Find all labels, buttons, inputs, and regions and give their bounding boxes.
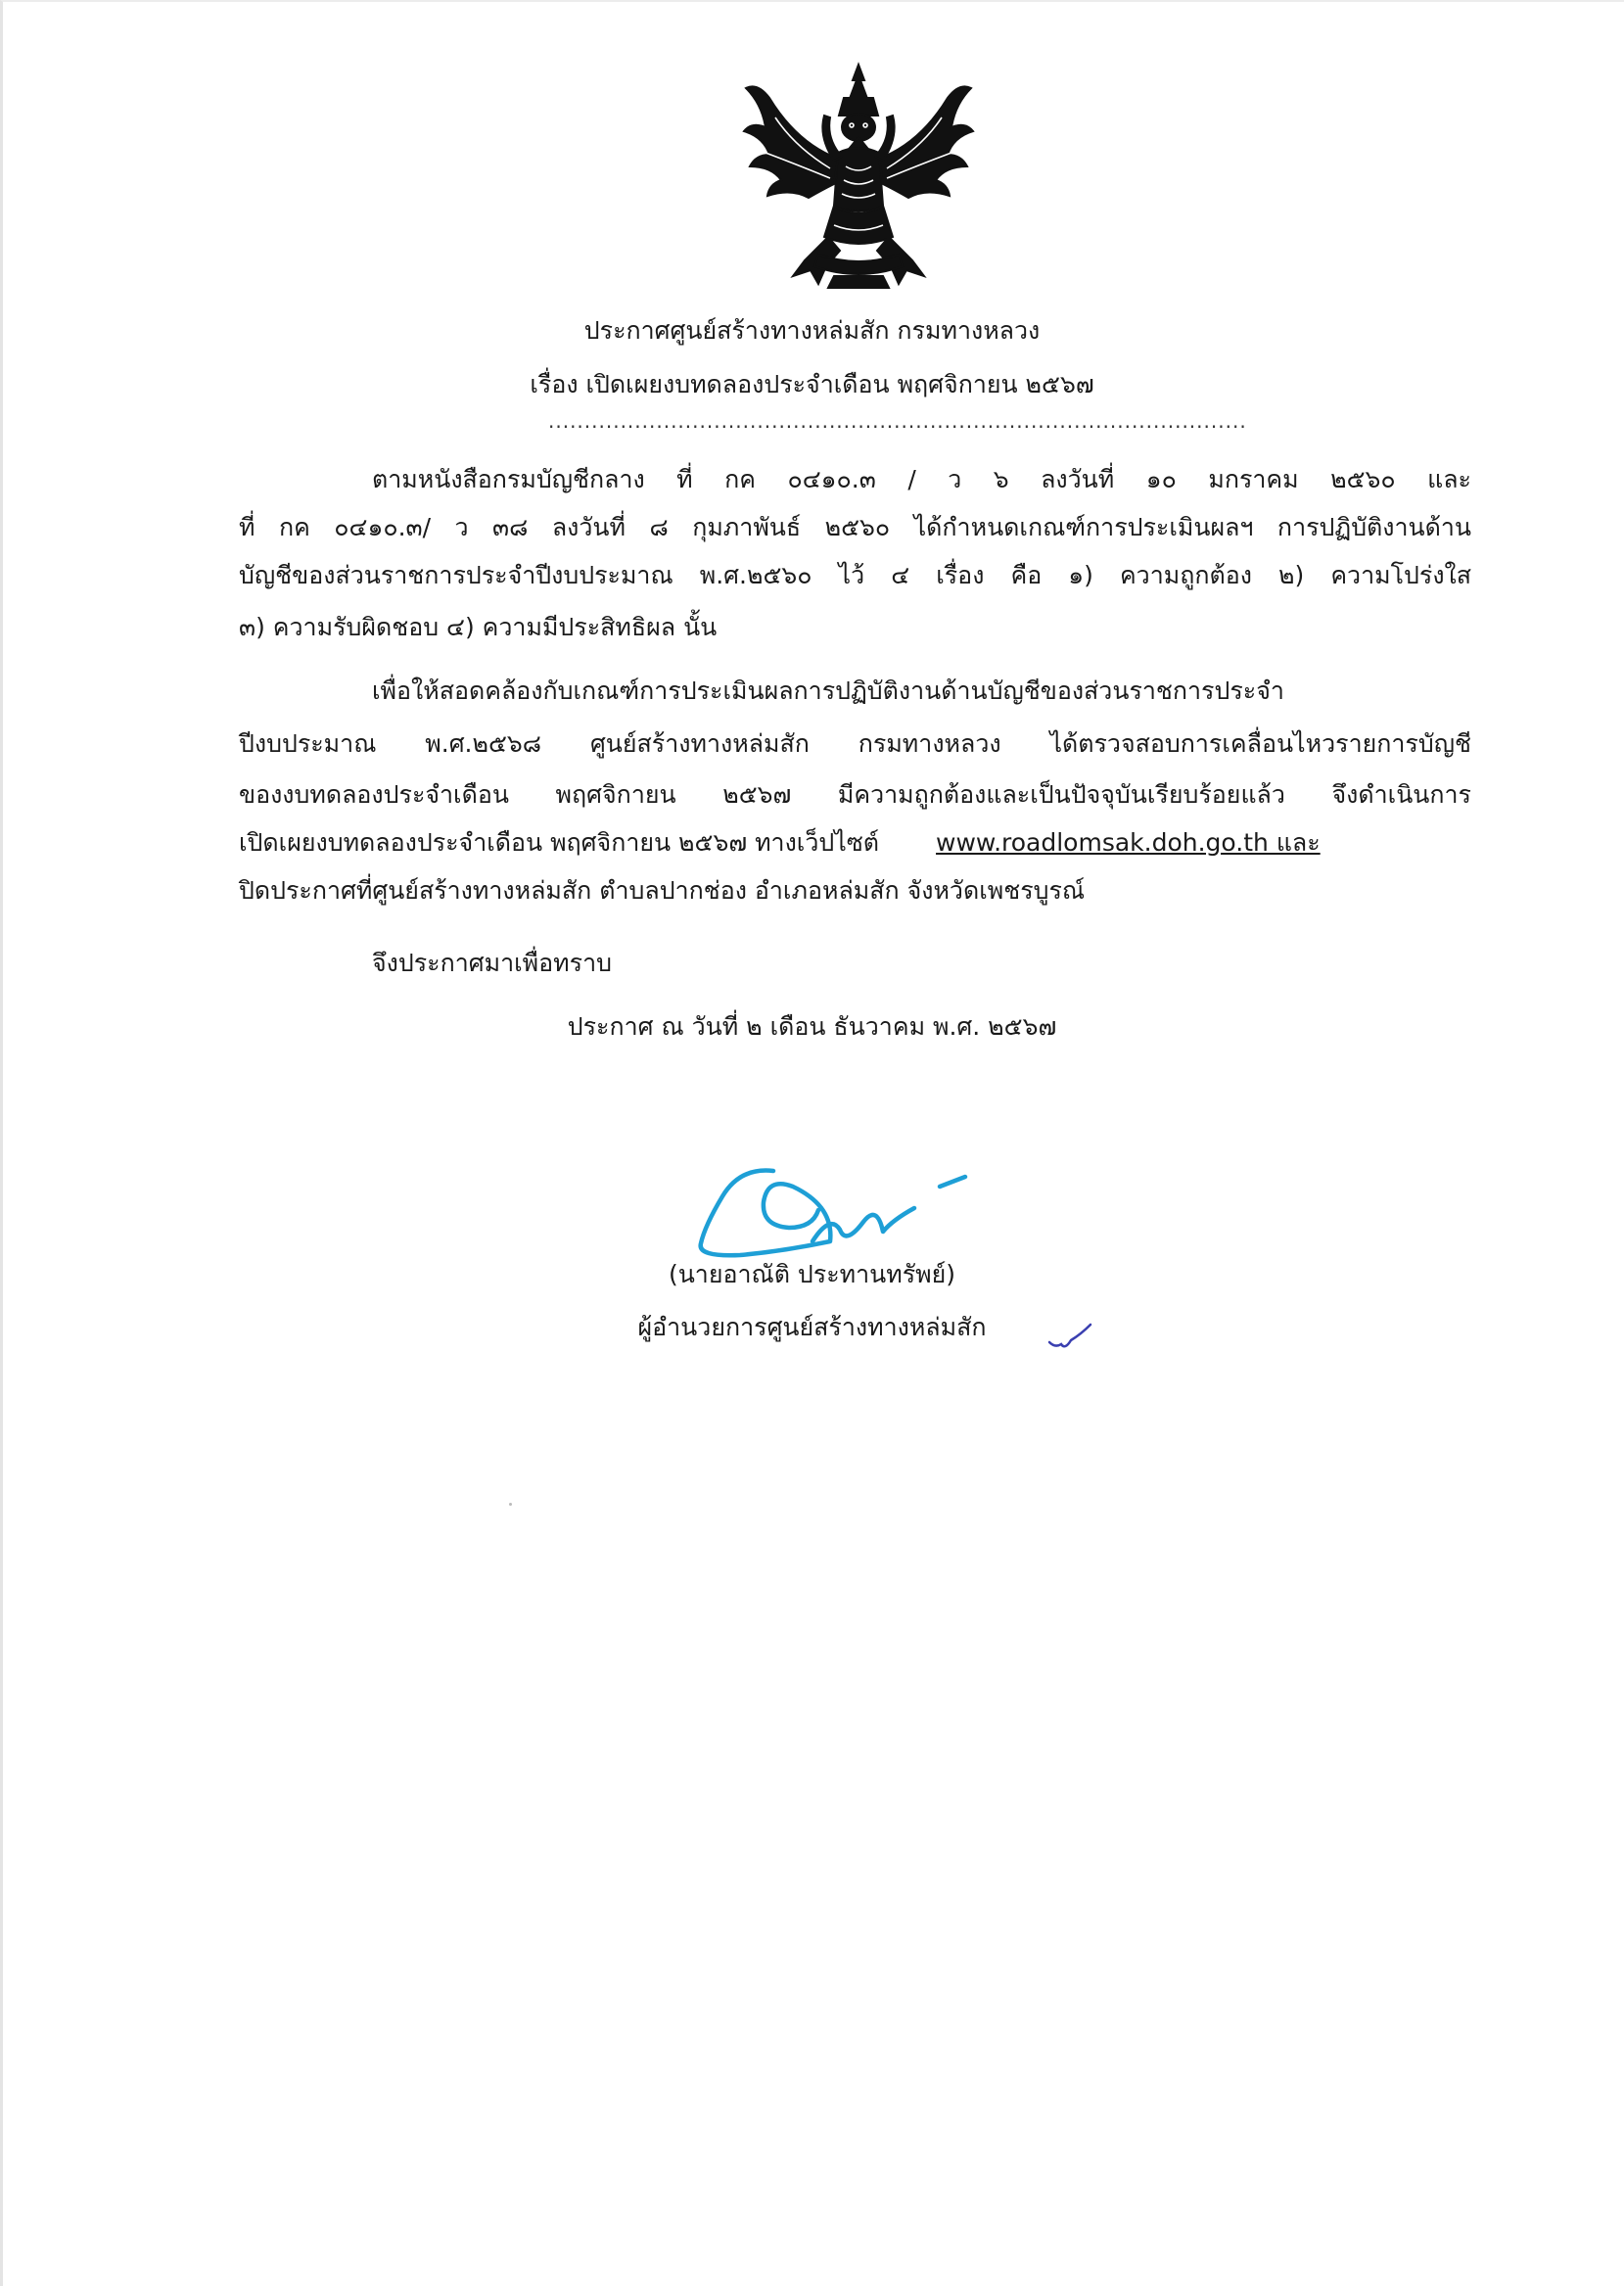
announcement-date: ประกาศ ณ วันที่ ๒ เดือน ธันวาคม พ.ศ. ๒๕๖๗ xyxy=(567,1012,1057,1041)
signatory-name: (นายอาณัติ ประทานทรัพย์) xyxy=(668,1260,956,1288)
title-separator: ................................................................................................. xyxy=(548,409,1247,433)
paragraph-2-line-5: ปิดประกาศที่ศูนย์สร้างทางหล่มสัก ตำบลปากช่อง อำเภอหล่มสัก จังหวัดเพชรบูรณ์ xyxy=(239,876,1086,905)
paragraph-2-line-3: ของงบทดลองประจำเดือน พฤศจิกายน ๒๕๖๗ มีความถูกต้องและเป็นปัจจุบันเรียบร้อยแล้ว จึงดำเนินการ xyxy=(239,780,1471,809)
paragraph-1-line-3: บัญชีของส่วนราชการประจำปีงบประมาณ พ.ศ.๒๕๖๐ ไว้ ๔ เรื่อง คือ ๑) ความถูกต้อง ๒) ความโปร่งใส xyxy=(239,561,1471,589)
paragraph-2-line-4 xyxy=(239,823,1321,863)
paragraph-2-line-4-text: เปิดเผยงบทดลองประจำเดือน พฤศจิกายน ๒๕๖๗ ทางเว็ปไซต์ xyxy=(239,828,880,857)
website-link[interactable]: www.roadlomsak.doh.go.th และ xyxy=(936,828,1321,857)
signature-image xyxy=(683,1124,1075,1271)
closing-text: จึงประกาศมาเพื่อทราบ xyxy=(372,949,612,977)
paragraph-1-line-2: ที่ กค ๐๔๑๐.๓/ ว ๓๘ ลงวันที่ ๘ กุมภาพันธ์ ๒๕๖๐ ได้กำหนดเกณฑ์การประเมินผลฯ การปฏิบัติงานด้าน xyxy=(239,513,1471,541)
announcement-title: ประกาศศูนย์สร้างทางหล่มสัก กรมทางหลวง xyxy=(583,316,1041,345)
paragraph-2-line-1: เพื่อให้สอดคล้องกับเกณฑ์การประเมินผลการปฏิบัติงานด้านบัญชีของส่วนราชการประจำ xyxy=(372,676,1284,705)
paragraph-1-line-1: ตามหนังสือกรมบัญชีกลาง ที่ กค ๐๔๑๐.๓ / ว ๖ ลงวันที่ ๑๐ มกราคม ๒๕๖๐ และ xyxy=(372,465,1471,493)
announcement-subject: เรื่อง เปิดเผยงบทดลองประจำเดือน พฤศจิกายน ๒๕๖๗ xyxy=(530,370,1094,398)
scan-speck xyxy=(509,1503,512,1506)
signatory-position: ผู้อำนวยการศูนย์สร้างทางหล่มสัก xyxy=(637,1313,987,1341)
garuda-emblem-icon xyxy=(736,59,981,294)
paragraph-1-line-4: ๓) ความรับผิดชอบ ๔) ความมีประสิทธิผล นั้น xyxy=(239,613,718,641)
paragraph-2-line-2: ปีงบประมาณ พ.ศ.๒๕๖๘ ศูนย์สร้างทางหล่มสัก กรมทางหลวง ได้ตรวจสอบการเคลื่อนไหวรายการบัญชี xyxy=(239,729,1471,758)
